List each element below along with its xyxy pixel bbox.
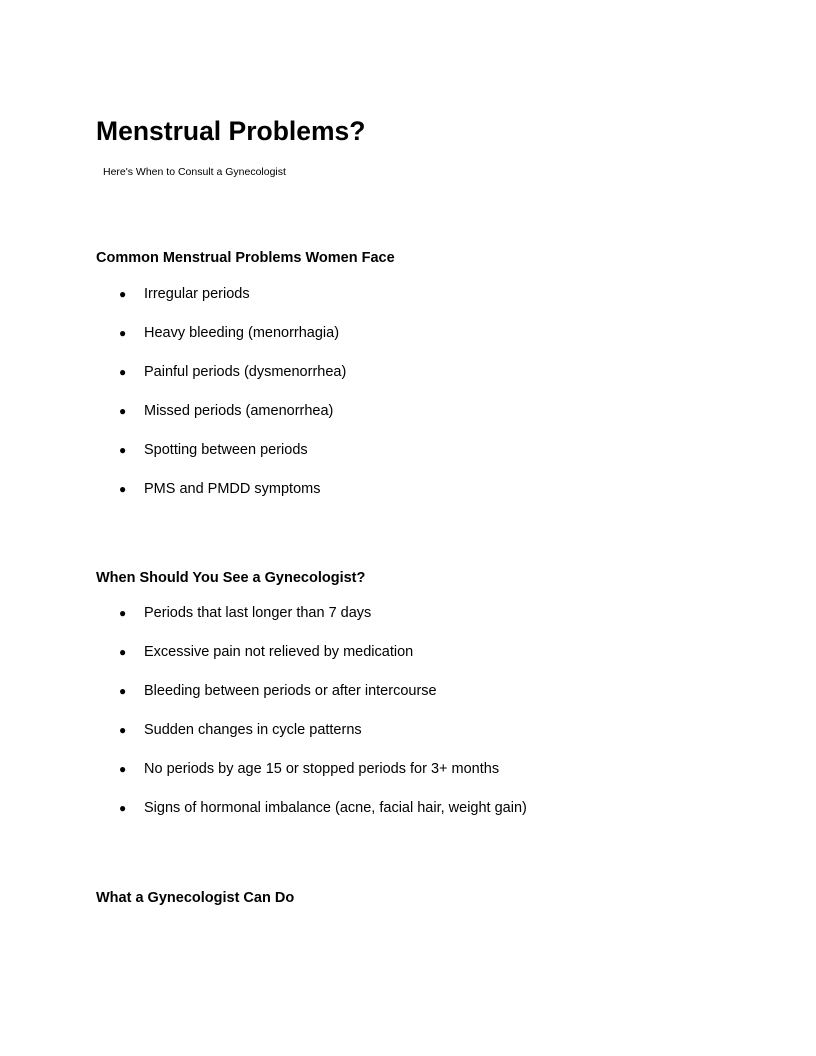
bullet-icon: ● (119, 762, 127, 776)
list-item-text: PMS and PMDD symptoms (144, 481, 321, 497)
bullet-icon: ● (119, 723, 127, 737)
bullet-icon: ● (119, 404, 127, 418)
list-item-text: Irregular periods (144, 286, 250, 302)
bullet-icon: ● (119, 365, 127, 379)
bullet-icon: ● (119, 326, 127, 340)
bullet-icon: ● (119, 482, 127, 496)
bullet-icon: ● (119, 645, 127, 659)
section-heading-common-problems: Common Menstrual Problems Women Face (96, 250, 395, 266)
list-item-text: Periods that last longer than 7 days (144, 605, 372, 621)
bullet-icon: ● (119, 443, 127, 457)
list-item-text: Spotting between periods (144, 442, 308, 458)
bullet-icon: ● (119, 801, 127, 815)
list-item-text: Bleeding between periods or after intercourse (144, 683, 437, 699)
list-item-text: Signs of hormonal imbalance (acne, facial hair, weight gain) (144, 800, 527, 816)
list-item-text: No periods by age 15 or stopped periods for 3+ months (144, 761, 500, 777)
list-item-text: Missed periods (amenorrhea) (144, 403, 334, 419)
bullet-icon: ● (119, 684, 127, 698)
section-heading-what-gynecologist-can-do: What a Gynecologist Can Do (96, 890, 295, 906)
page-subtitle: Here's When to Consult a Gynecologist (103, 166, 286, 178)
bullet-icon: ● (119, 287, 127, 301)
section-heading-when-to-see: When Should You See a Gynecologist? (96, 570, 366, 586)
list-item-text: Painful periods (dysmenorrhea) (144, 364, 347, 380)
list-item-text: Heavy bleeding (menorrhagia) (144, 325, 340, 341)
list-item-text: Excessive pain not relieved by medication (144, 644, 414, 660)
bullet-icon: ● (119, 606, 127, 620)
page-title: Menstrual Problems? (96, 116, 366, 146)
list-item-text: Sudden changes in cycle patterns (144, 722, 362, 738)
